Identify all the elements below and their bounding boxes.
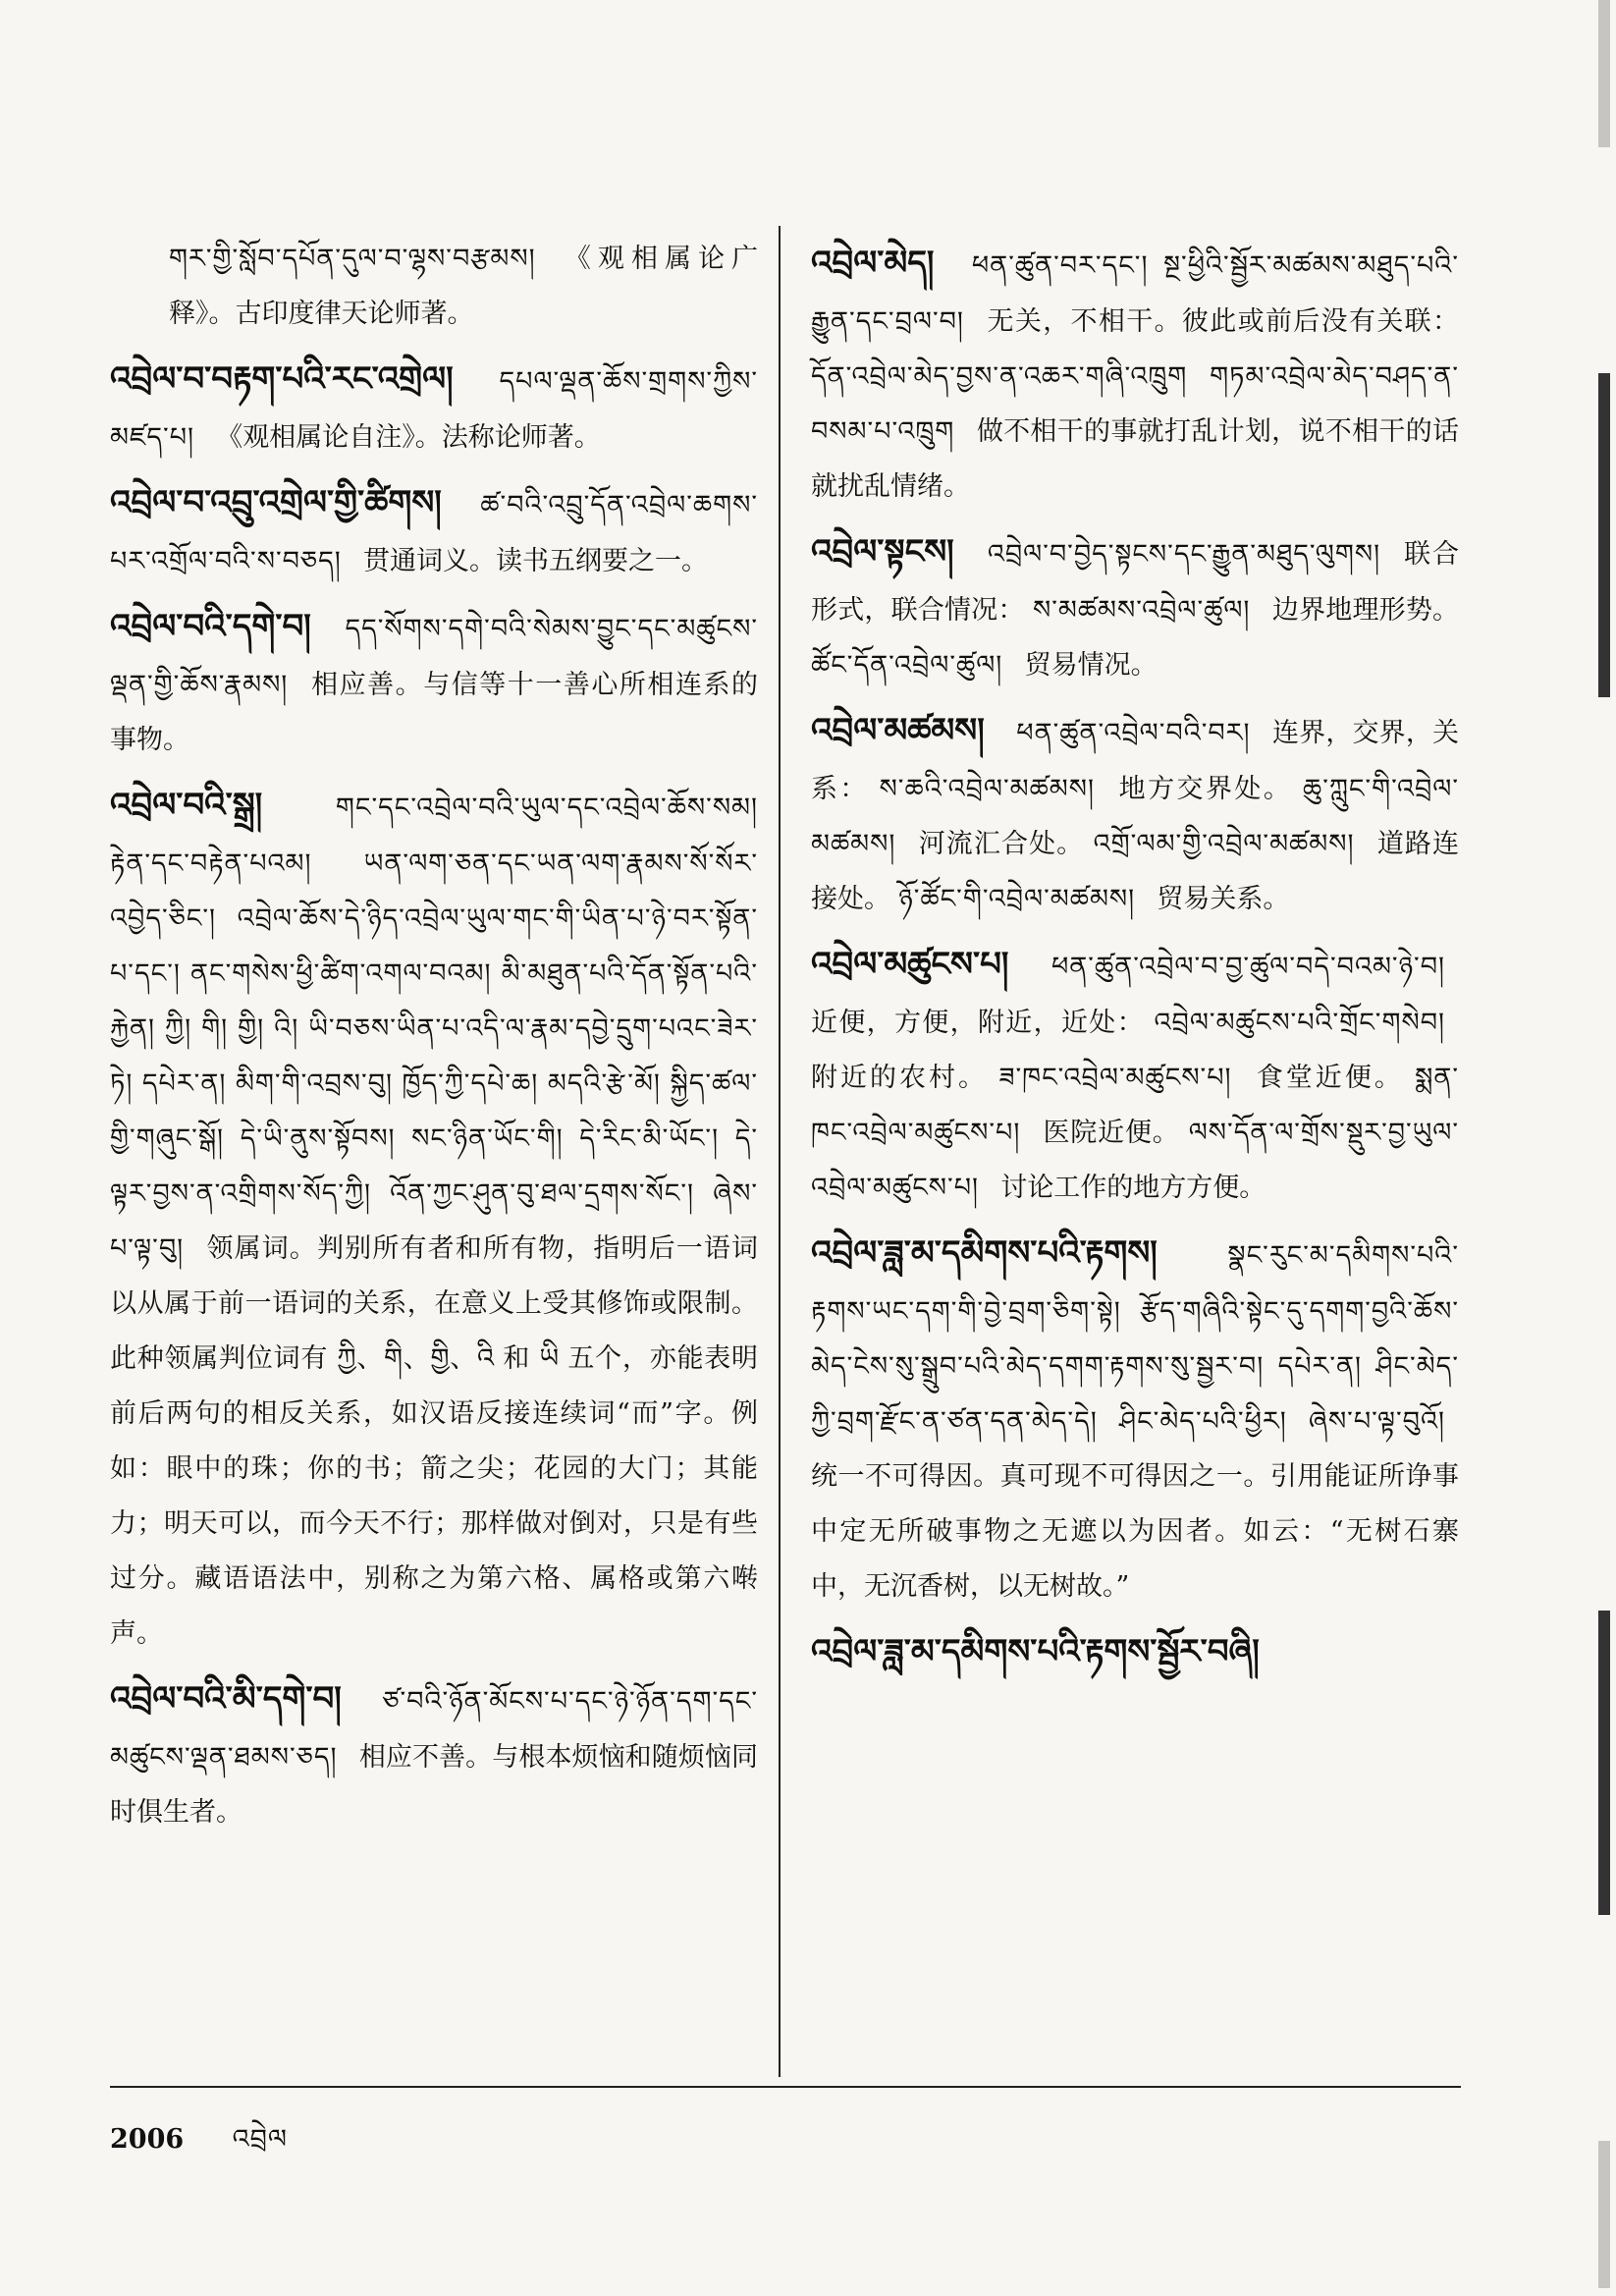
scan-edge-mark: [1598, 373, 1610, 697]
entry-tibetan-definition: དད་སོགས་དགེ་བའི་སེམས་བྱུང་དང་མཚུངས་ལྡན་གྱི་ཆོས་རྣམས།: [110, 614, 758, 700]
entry-headword: འབྲེལ་ཟླ་མ་དམིགས་པའི་རྟགས་སྦྱོར་བཞི།: [811, 1632, 1260, 1671]
example-chinese: 贸易情况。: [1024, 650, 1158, 681]
entry-headword: འབྲེལ་མེད།: [811, 244, 935, 283]
entry-tibetan-definition: དཔལ་ལྡན་ཆོས་གྲགས་ཀྱིས་མཛད་པ།: [110, 366, 758, 453]
dictionary-entry: [811, 232, 1459, 515]
dictionary-entry: [811, 933, 1459, 1216]
scan-edge-mark: [1598, 2141, 1610, 2288]
example-chinese: 食堂近便。: [1256, 1063, 1404, 1093]
right-column: [811, 232, 1459, 1689]
example-chinese: 讨论工作的地方方便。: [1000, 1173, 1266, 1203]
entry-chinese-definition: 相应不善。与根本烦恼和随烦恼同时俱生者。: [110, 1742, 759, 1828]
entry-tibetan-definition: གང་དང་འབྲེལ་བའི་ཡུལ་དང་འབྲེལ་ཆོས་སམ། རྟེན་དང་བརྟེན་པའམ། ཡན་ལག་ཅན་དང་ཡན་ལག་རྣམས་སོ་སོར་འབྱེད་ཅིང་། འབྲེལ་ཆོས་དེ་ཉིད་འབྲེལ་ཡུལ་གང་གི་ཡིན་པ་ཉེ་བར་སྟོན་པ་དང་། ནང་གསེས་ཕྱི་ཚིག་འགལ་བའམ། མི་མཐུན་པའི་དོན་སྟོན་པའི་རྐྱེན། ཀྱི། གི། གྱི། འི། ཡི་བཅས་ཡིན་པ་འདི་ལ་རྣམ་དབྱེ་དྲུག་པའང་ཟེར་ཏེ། དཔེར་ན། མིག་གི་འབྲས་བུ། ཁྱོད་ཀྱི་དཔེ་ཆ། མདའི་རྩེ་མོ། སྐྱིད་ཚལ་གྱི་གཞུང་སྒོ། དེ་ཡི་ནུས་སྟོབས། སང་ཉིན་ཡོང་གི། དེ་རིང་མི་ཡོང་། དེ་ལྟར་བྱས་ན་འགྲིགས་སོད་ཀྱི། འོན་ཀྱང་ཤུན་བུ་ཐལ་དྲགས་སོང་། ཞེས་པ་ལྟ་བུ།: [110, 793, 758, 1264]
entry-headword: འབྲེལ་མཚུངས་པ།: [811, 945, 1009, 984]
entry-tibetan-definition: གར་གྱི་སློབ་དཔོན་དུལ་བ་ལྷས་བརྩམས།: [169, 244, 536, 274]
scan-edge-mark: [1598, 0, 1610, 147]
entry-headword: འབྲེལ་བའི་མི་དགེ་བ།: [110, 1679, 342, 1719]
scan-edge-mark: [1598, 1611, 1610, 1915]
example-chinese: 医院近便。: [1043, 1118, 1180, 1148]
column-divider: [779, 226, 781, 2077]
entry-headword: འབྲེལ་མཚམས།: [811, 711, 985, 750]
entry-headword: འབྲེལ་བ་བརྟག་པའི་རང་འགྲེལ།: [110, 359, 454, 399]
example-chinese: 贸易关系。: [1157, 884, 1290, 914]
page-number: 2006: [110, 2124, 185, 2155]
entry-headword: འབྲེལ་བའི་དགེ་བ།: [110, 607, 311, 646]
example-tibetan: གཏམ་འབྲེལ་མེད་བཤད་ན་བསམ་པ་འཁྲུག: [811, 361, 1459, 447]
example-tibetan: ཆུ་ཀླུང་གི་འབྲེལ་མཚམས།: [811, 774, 1460, 859]
example-chinese: 地方交界处。: [1118, 774, 1293, 804]
dictionary-entry: [811, 1222, 1459, 1614]
dictionary-entry: [110, 348, 758, 465]
entry-chinese-definition: 近便，方便，附近，近处：: [811, 1008, 1145, 1038]
entry-headword: འབྲེལ་སྟངས།: [811, 532, 954, 572]
example-tibetan: ཟ་ཁང་འབྲེལ་མཚུངས་པ།: [998, 1063, 1232, 1093]
entry-tibetan-definition: འབྲེལ་བ་བྱེད་སྟངས་དང་རྒྱུན་མཐུད་ལུགས།: [987, 539, 1381, 570]
dictionary-entry: [811, 1620, 1459, 1683]
page-footer: [110, 2109, 301, 2184]
entry-chinese-definition: 统一不可得因。真可现不可得因之一。引用能证所诤事中定无所破事物之无遮以为因者。如云：“无树石寨中，无沉香树，以无树故。”: [811, 1461, 1459, 1602]
entry-chinese-definition: 《观相属论自注》。法称论师著。: [216, 422, 601, 453]
example-tibetan: ལས་དོན་ལ་གྲོས་སྡུར་བྱ་ཡུལ་འབྲེལ་མཚུངས་པ།: [811, 1118, 1460, 1203]
entry-headword: འབྲེལ་བ་འབྲུ་འགྲེལ་གྱི་ཚིགས།: [110, 483, 442, 522]
entry-headword: འབྲེལ་ཟླ་མ་དམིགས་པའི་རྟགས།: [811, 1233, 1158, 1273]
entry-tibetan-definition: ཕན་ཚུན་འབྲེལ་བའི་བར།: [1016, 718, 1251, 748]
entry-tibetan-definition: ཕན་ཚུན་བར་དང་། སྔ་ཕྱིའི་སྦྱོར་མཚམས་མཐུད་པའི་རྒྱུན་དང་བྲལ་བ།: [811, 250, 1459, 337]
example-chinese: 道路连接处。: [811, 829, 1460, 914]
entry-chinese-definition: 无关，不相干。彼此或前后没有关联：: [987, 306, 1460, 337]
entry-chinese-definition: 相应善。与信等十一善心所相连系的事物。: [110, 670, 759, 755]
footer-rule: [110, 2086, 1461, 2088]
dictionary-entry: [110, 595, 758, 768]
example-tibetan: འགྲོ་ལམ་གྱི་འབྲེལ་མཚམས།: [1093, 829, 1355, 859]
entry-tibetan-definition: ཚ་བའི་འབྲུ་དོན་འབྲེལ་ཆགས་པར་འགྲོལ་བའི་ས་བཅད།: [110, 490, 758, 576]
entry-headword: འབྲེལ་བའི་སྒྲ།: [110, 786, 263, 825]
dictionary-entry: [110, 232, 758, 342]
example-tibetan: སྨན་ཁང་འབྲེལ་མཚུངས་པ།: [811, 1063, 1460, 1148]
dictionary-entry: [811, 699, 1459, 927]
dictionary-entry: [110, 774, 758, 1662]
entry-chinese-definition: 贯通词义。读书五纲要之一。: [363, 546, 708, 576]
left-column: [110, 232, 758, 1846]
example-tibetan: འབྲེལ་མཚུངས་པའི་གྲོང་གསེབ།: [1154, 1008, 1446, 1038]
dictionary-entry: [110, 1667, 758, 1840]
dictionary-entry: [811, 520, 1459, 693]
entry-tibetan-definition: ཙ་བའི་ཉོན་མོངས་པ་དང་ཉེ་ཉོན་དག་དང་མཚུངས་ལྡན་ཐམས་ཅད།: [110, 1686, 758, 1773]
example-chinese: 河流汇合处。: [918, 829, 1085, 859]
example-tibetan: ཚོང་དོན་འབྲེལ་ཚུལ།: [811, 650, 1003, 681]
entry-tibetan-definition: སྣང་རུང་མ་དམིགས་པའི་རྟགས་ཡང་དག་གི་བྱེ་བྲག་ཅིག་སྟེ། རྩོད་གཞིའི་སྟེང་དུ་དགག་བྱའི་ཆོས་མེད་ངེས་སུ་སྒྲུབ་པའི་མེད་དགག་རྟགས་སུ་སྦྱར་བ། དཔེར་ན། ཤིང་མེད་ཀྱི་བྲག་རྫོང་ན་ཙན་དན་མེད་དེ། ཤིང་མེད་པའི་ཕྱིར། ཞེས་པ་ལྟ་བུའོ།: [811, 1240, 1459, 1437]
example-chinese: 附近的农村。: [811, 1063, 989, 1093]
example-tibetan: དོན་འབྲེལ་མེད་བྱས་ན་འཆར་གཞི་འཁྲུག: [811, 361, 1188, 392]
running-head: འབྲེལ: [232, 2124, 288, 2155]
example-tibetan: ས་མཚམས་འབྲེལ་ཚུལ།: [1032, 595, 1251, 626]
entry-chinese-definition: 连界，交界，关系：: [811, 718, 1460, 804]
entry-chinese-definition: 联合形式，联合情况：: [811, 539, 1459, 626]
example-tibetan: ས་ཆའི་འབྲེལ་མཚམས།: [879, 774, 1095, 804]
example-tibetan: ཉོ་ཚོང་གི་འབྲེལ་མཚམས།: [898, 884, 1136, 914]
example-chinese: 边界地理形势。: [1271, 595, 1460, 626]
example-chinese: 做不相干的事就打乱计划，说不相干的话就扰乱情绪。: [811, 416, 1460, 502]
entry-chinese-definition: 《观相属论广释》。古印度律天论师著。: [169, 244, 759, 329]
dictionary-entry: [110, 471, 758, 589]
entry-tibetan-definition: ཕན་ཚུན་འབྲེལ་བ་བྱ་ཚུལ་བདེ་བའམ་ཉེ་བ།: [1050, 952, 1445, 982]
entry-chinese-definition: 领属词。判别所有者和所有物，指明后一语词以从属于前一语词的关系，在意义上受其修饰或限制。此种领属判位词有 ཀྱི、གི、གྱི、འི 和 ཡི 五个，亦能表明前后两句的相反关系，如汉语反接连续词“而”字。例如：眼中的珠；你的书；箭之尖；花园的大门；其能力；明天可以，而今天不行；那样做对倒对，只是有些过分。藏语语法中，别称之为第六格、属格或第六啭声。: [110, 1233, 759, 1649]
